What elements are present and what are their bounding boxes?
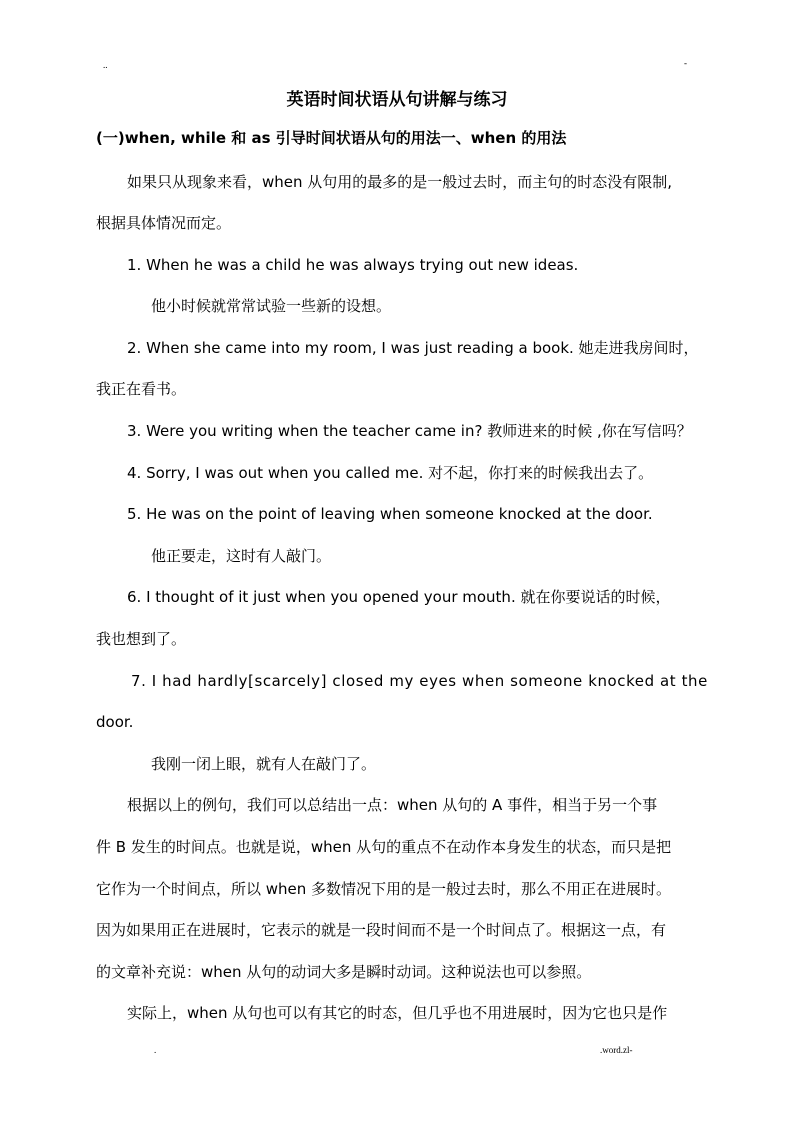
section-heading: (一)when, while 和 as 引导时间状语从句的用法一、when 的用法	[96, 129, 567, 147]
paragraph-line: 它作为一个时间点，所以 when 多数情况下用的是一般过去时，那么不用正在进展时。	[96, 880, 672, 898]
example-sentence: 7. I had hardly[scarcely] closed my eyes when someone knocked at the	[131, 672, 708, 690]
example-translation: 我也想到了。	[96, 630, 187, 648]
example-sentence-continued: door.	[96, 713, 134, 731]
example-translation: 我正在看书。	[96, 380, 187, 398]
footer-left-mark: .	[154, 1045, 157, 1055]
paragraph-line: 实际上，when 从句也可以有其它的时态，但几乎也不用进展时，因为它也只是作	[127, 1004, 668, 1022]
document-title: 英语时间状语从句讲解与练习	[286, 90, 508, 110]
paragraph-line: 根据以上的例句，我们可以总结出一点：when 从句的 A 事件，相当于另一个事	[127, 796, 658, 814]
paragraph-line: 如果只从现象来看，when 从句用的最多的是一般过去时，而主句的时态没有限制,	[127, 173, 673, 191]
paragraph-line: 因为如果用正在进展时，它表示的就是一段时间而不是一个时间点了。根据这一点，有	[96, 921, 667, 939]
paragraph-line: 的文章补充说：when 从句的动词大多是瞬时动词。这种说法也可以参照。	[96, 963, 592, 981]
example-sentence: 6. I thought of it just when you opened your mouth. 就在你要说话的时候，	[127, 588, 671, 606]
example-sentence: 3. Were you writing when the teacher came in? 教师进来的时候 ,你在写信吗？	[127, 422, 692, 440]
example-translation: 他小时候就常常试验一些新的设想。	[151, 297, 392, 315]
footer-right-mark: .word.zl-	[600, 1045, 633, 1055]
example-sentence: 4. Sorry, I was out when you called me. 对不起，你打来的时候我出去了。	[127, 464, 654, 482]
example-sentence: 2. When she came into my room, I was just reading a book. 她走进我房间时，	[127, 339, 699, 357]
example-sentence: 1. When he was a child he was always trying out new ideas.	[127, 256, 579, 274]
header-right-mark: -	[684, 58, 687, 68]
example-translation: 他正要走，这时有人敲门。	[151, 547, 332, 565]
example-sentence: 5. He was on the point of leaving when someone knocked at the door.	[127, 505, 653, 523]
paragraph-line: 根据具体情况而定。	[96, 214, 232, 232]
header-left-mark: ..	[103, 60, 108, 70]
example-translation: 我刚一闭上眼，就有人在敲门了。	[151, 755, 377, 773]
paragraph-line: 件 B 发生的时间点。也就是说，when 从句的重点不在动作本身发生的状态，而只是把	[96, 838, 672, 856]
